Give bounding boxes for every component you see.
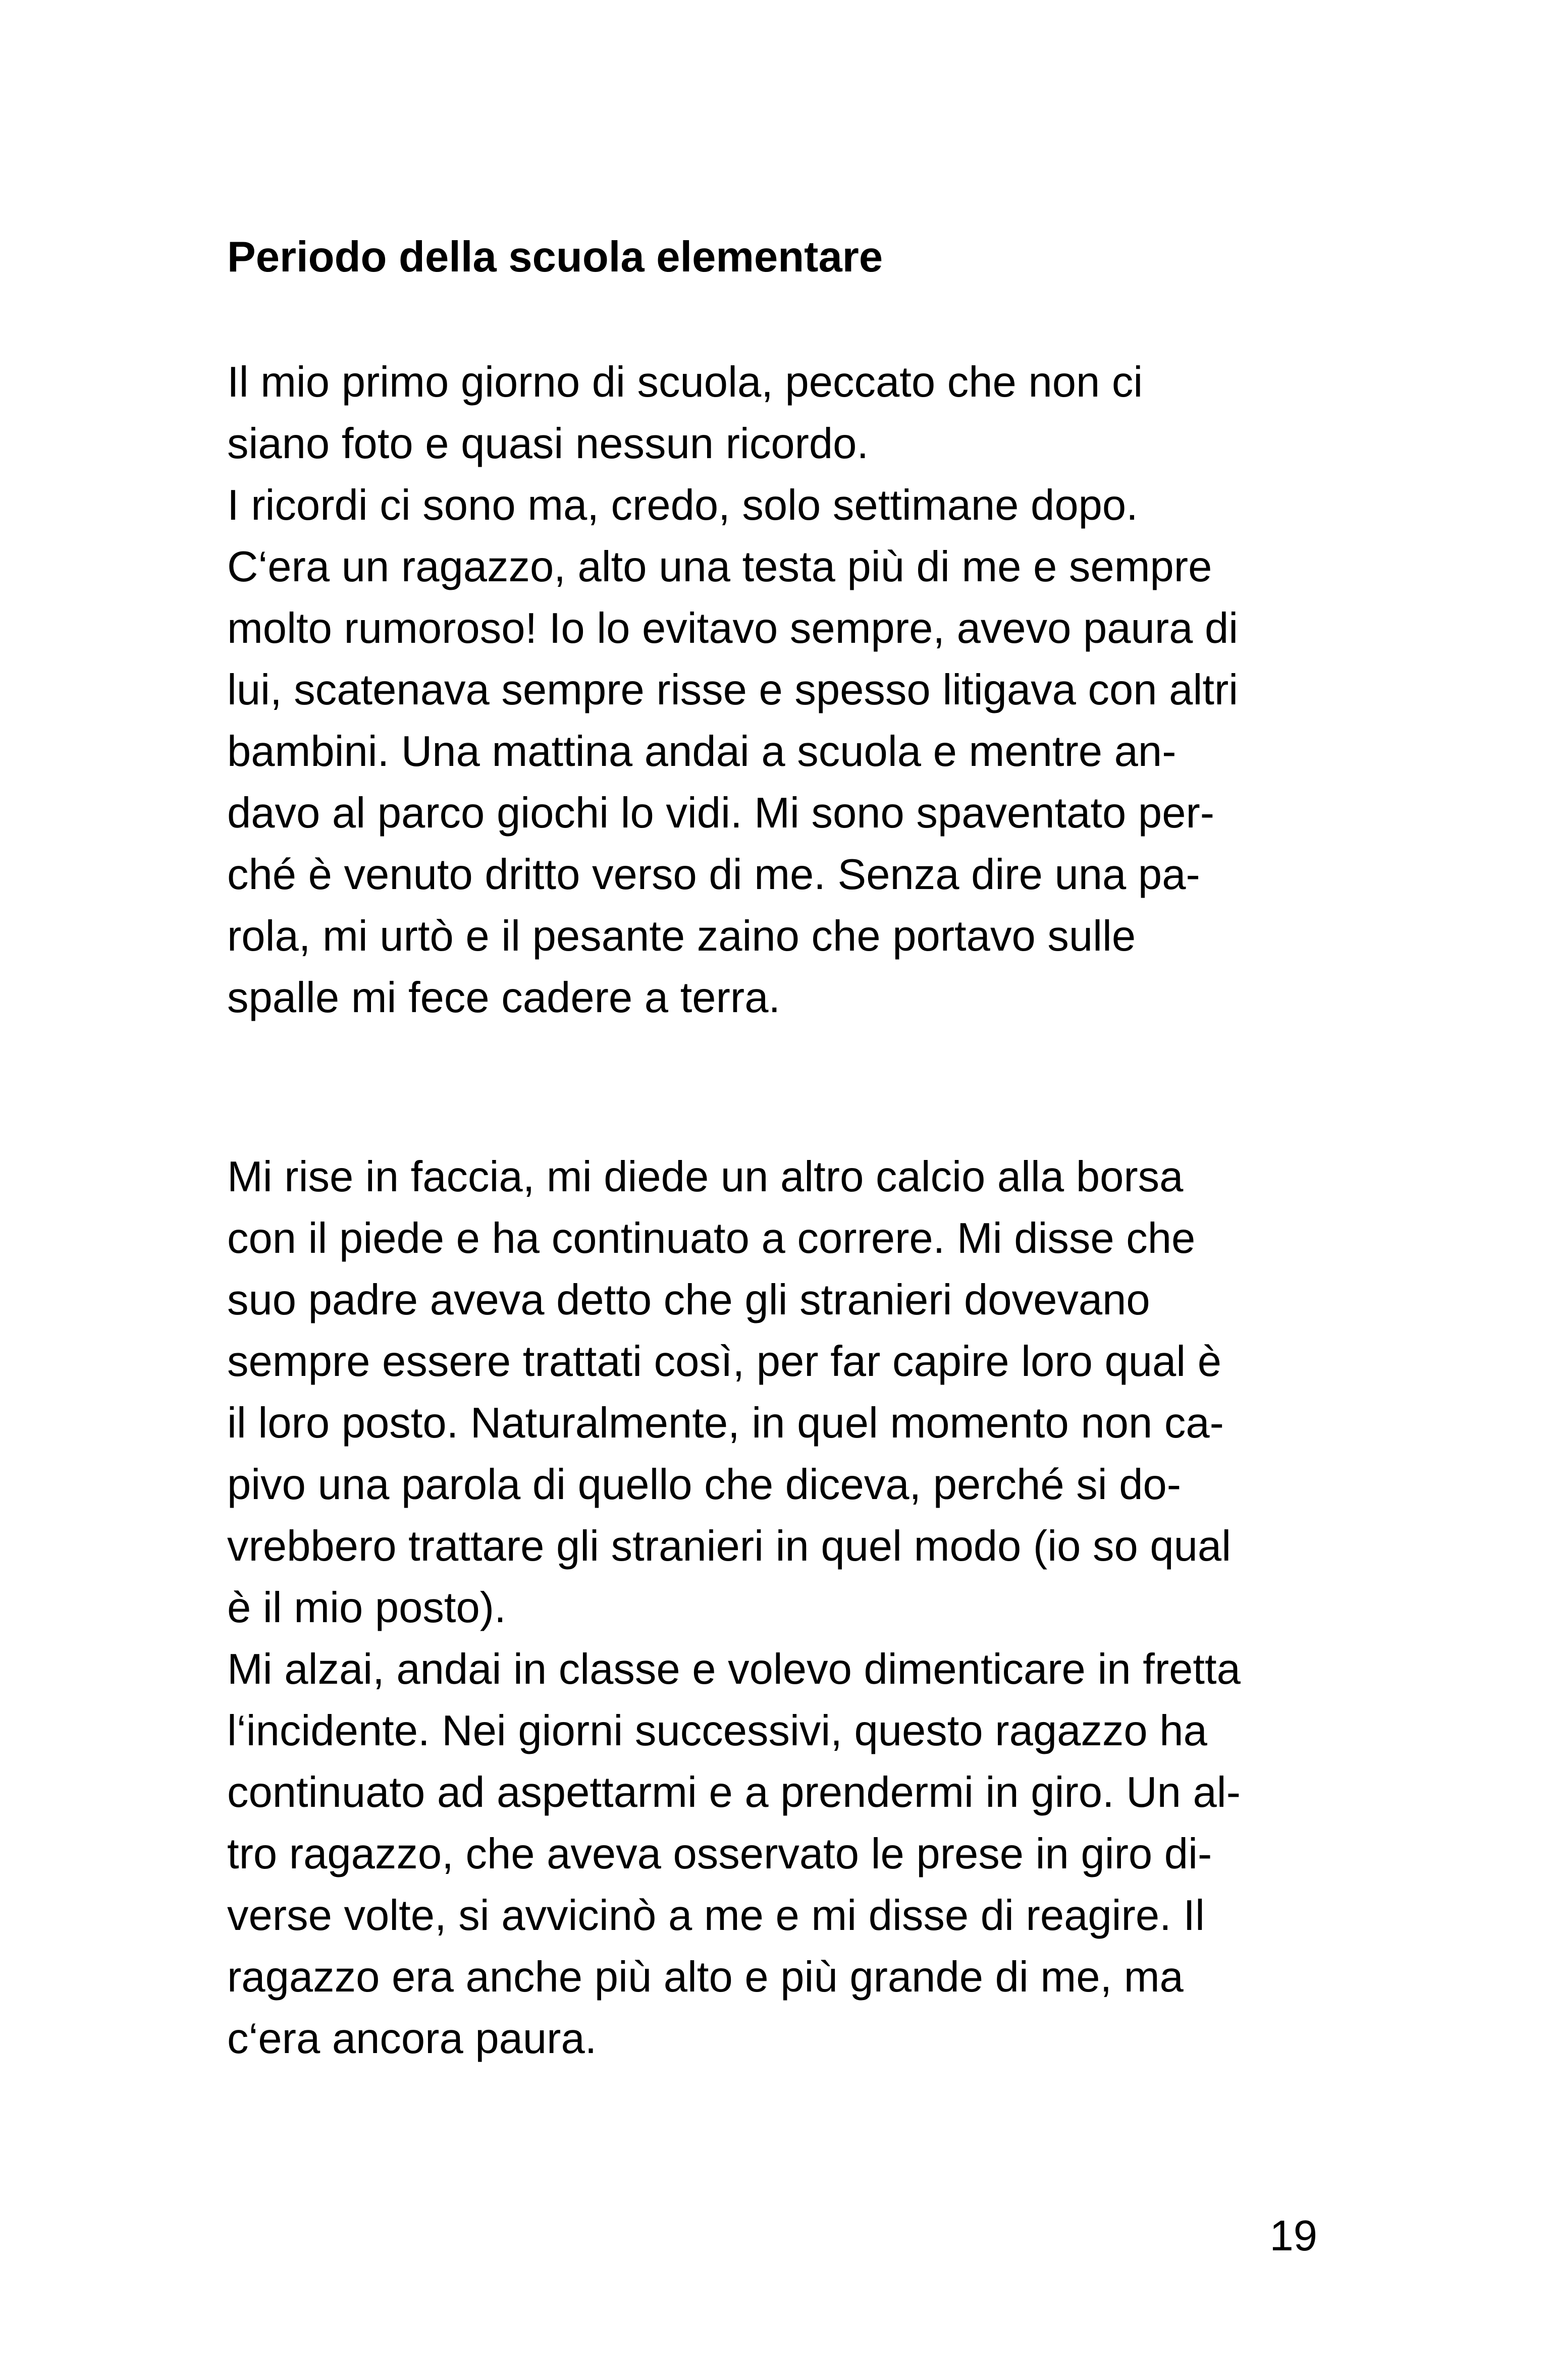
text-line: è il mio posto). xyxy=(227,1584,506,1632)
text-line: ché è venuto dritto verso di me. Senza dire una pa- xyxy=(227,851,1200,899)
paragraph-2 xyxy=(227,1146,1241,2070)
page-number: 19 xyxy=(1269,2212,1317,2260)
text-line: verse volte, si avvicinò a me e mi disse di reagire. Il xyxy=(227,1892,1205,1940)
chapter-heading: Periodo della scuola elementare xyxy=(227,233,883,281)
text-line: con il piede e ha continuato a correre. Mi disse che xyxy=(227,1214,1196,1262)
text-line: rola, mi urtò e il pesante zaino che portavo sulle xyxy=(227,912,1136,960)
text-line: l‘incidente. Nei giorni successivi, questo ragazzo ha xyxy=(227,1707,1207,1755)
text-line: C‘era un ragazzo, alto una testa più di me e sempre xyxy=(227,543,1212,591)
text-line: davo al parco giochi lo vidi. Mi sono spaventato per- xyxy=(227,789,1215,837)
text-line: lui, scatenava sempre risse e spesso litigava con altri xyxy=(227,666,1239,714)
text-line: pivo una parola di quello che diceva, perché si do- xyxy=(227,1461,1182,1509)
text-line: vrebbero trattare gli stranieri in quel modo (io so qual xyxy=(227,1522,1232,1570)
text-line: il loro posto. Naturalmente, in quel momento non ca- xyxy=(227,1399,1224,1447)
paragraph-1 xyxy=(227,352,1238,1029)
text-line: spalle mi fece cadere a terra. xyxy=(227,974,781,1022)
text-line: sempre essere trattati così, per far capire loro qual è xyxy=(227,1338,1222,1386)
text-line: c‘era ancora paura. xyxy=(227,2015,597,2063)
text-line: I ricordi ci sono ma, credo, solo settimane dopo. xyxy=(227,481,1138,529)
text-line: molto rumoroso! Io lo evitavo sempre, avevo paura di xyxy=(227,604,1239,652)
text-line: ragazzo era anche più alto e più grande di me, ma xyxy=(227,1953,1184,2001)
text-line: continuato ad aspettarmi e a prendermi in giro. Un al- xyxy=(227,1768,1241,1816)
text-line: suo padre aveva detto che gli stranieri dovevano xyxy=(227,1276,1150,1324)
text-line: bambini. Una mattina andai a scuola e mentre an- xyxy=(227,728,1176,776)
text-line: Il mio primo giorno di scuola, peccato che non ci xyxy=(227,358,1143,406)
text-line: tro ragazzo, che aveva osservato le prese in giro di- xyxy=(227,1830,1212,1878)
text-line: Mi alzai, andai in classe e volevo dimenticare in fretta xyxy=(227,1645,1241,1693)
text-line: siano foto e quasi nessun ricordo. xyxy=(227,420,869,468)
text-line: Mi rise in faccia, mi diede un altro calcio alla borsa xyxy=(227,1153,1184,1201)
